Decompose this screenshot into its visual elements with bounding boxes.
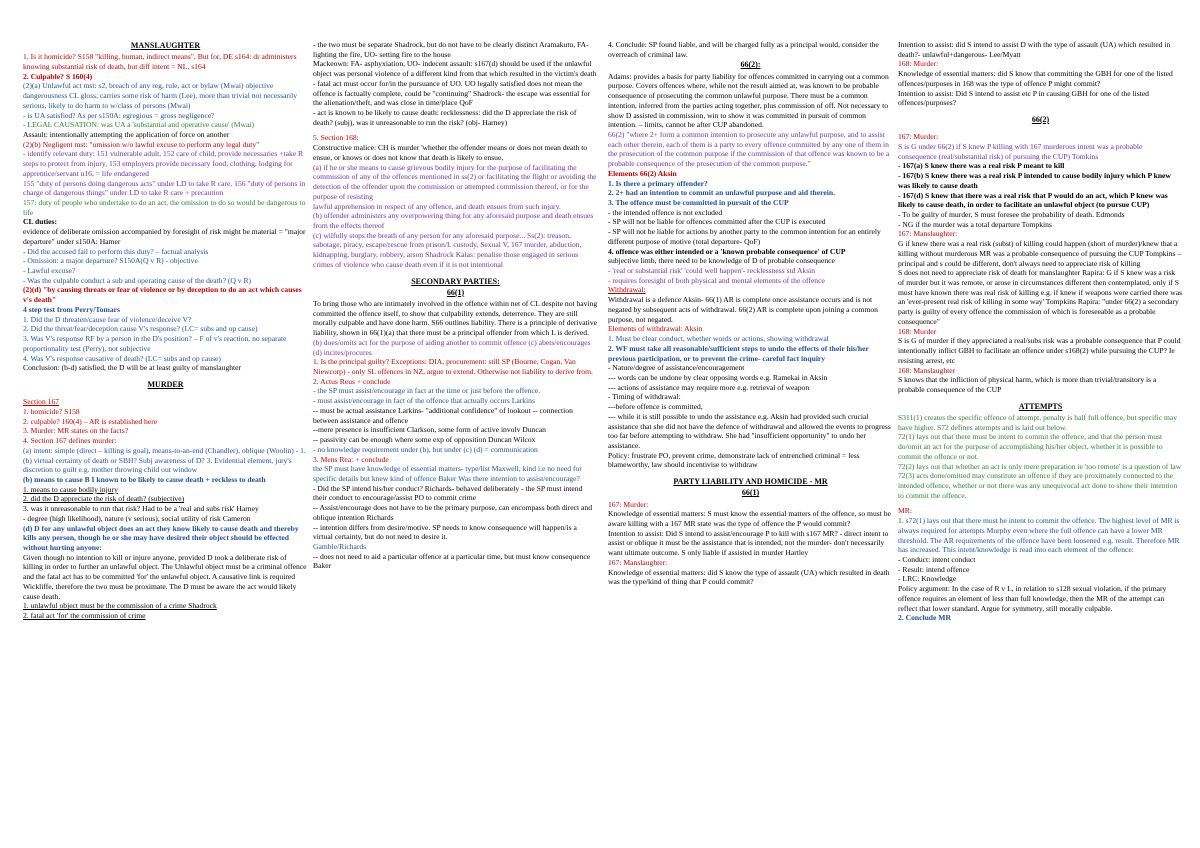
note-line: 66(2) "where 2+ form a common intention to prosecute any unlawful purpose, and to assist each other therein, each of them is a party to every offence committed by any one of them in the prosecution of the common purpose if the commission of that offence was known to be a probable consequence of the prosecution of the common purpose." bbox=[608, 129, 890, 169]
section-heading: 66(2) bbox=[1031, 115, 1050, 125]
note-line: 1. s72(1) lays out that there must be intent to commit the offence. The highest level of MR is always required for attempts Murphy even where the full offence can have a lower MR threshold. The AR requirements of the offence have been loosened e.g. result. Therefore MR has increased. This intent/knowledge is read into each element of the offence: bbox=[898, 516, 1180, 555]
note-line: -- must be actual assistance Larkins- "additional confidence" of lookout -- connection between assistance and offence bbox=[313, 405, 573, 425]
note-line: 4. Section 167 defines murder: bbox=[23, 436, 117, 446]
note-line: - degree (high likelihood), nature (v serious), social utility of risk Cameron bbox=[23, 513, 251, 523]
note-line: 72(3) acts done/omitted may constitute an offence if they are proximately connected to the intended offence, whether or not there was any unequivocal act done to show their intention to commit the offence. bbox=[898, 471, 1178, 500]
note-line: Intention to assist: did S intend to assist D with the type of assault (UA) which resulted in death?- unlawful+dangerous- Lee/Myatt bbox=[898, 40, 1171, 59]
note-line: 168: Murder: bbox=[898, 59, 939, 69]
note-line: S does not need to appreciate risk of death for manslaughter Rapira: G if S knew was a risk of murder but it was remote, or arose in circumstances different then contemplated, only if S must have known there was real risk of killing e.g. if knew if weapons were carried there was an 'ever-present real risk of killing in some way' Tompkins Rapira: "under 66(2) a secondary party is guilty of every offence the commission of which is foreseeable as a probable consequence" bbox=[898, 268, 1183, 326]
spacer bbox=[23, 373, 308, 379]
note-line: (2)(b) Negligent mst: "omission w/o lawful excuse to perform any legal duty" bbox=[23, 139, 260, 149]
note-line: Knowledge of essential matters: did S know that committing the GBH for one of the listed offences/purposes in 168 was the type of offence P might commit? bbox=[898, 69, 1173, 88]
note-line: 4 step test from Perry/Tomars bbox=[23, 304, 121, 314]
note-line: CL duties: bbox=[23, 217, 57, 227]
column-3 bbox=[608, 40, 893, 840]
note-line: - To be guilty of murder, S must foresee the probability of death. Edmonds bbox=[898, 210, 1125, 220]
note-line: 3. Was V's response RF by a person in the D's position? – F of v's reaction, no separate proportionality test (Perry), not subjective bbox=[23, 334, 287, 353]
note-line: - Result: intend offence bbox=[898, 564, 970, 574]
note-line: MR: bbox=[898, 506, 912, 516]
note-line: Section 167 bbox=[23, 397, 60, 407]
note-line: - Timing of withdrawal: bbox=[608, 392, 681, 402]
note-line: (2)(a) Unlawful act mst: s2, breach of any reg, rule, act or bylaw (Mwai) objective dangerousness CL gloss, carries some risk of harm (Lee), more than trivial not necessarily serious, likely to do harm to w/class of persons (Mwai) bbox=[23, 81, 298, 110]
note-line: 2. did the D appreciate the risk of death? (subjective) bbox=[23, 494, 185, 504]
note-line: - must assist/encourage in fact of the offence that actually occurs Larkins bbox=[313, 396, 535, 406]
note-line: 2. Actus Reus + conclude bbox=[313, 376, 391, 386]
note-line: Conclusion: (b-d) satisfied, the D will be at least guilty of manslaughter bbox=[23, 363, 242, 373]
section-heading: SECONDARY PARTIES: bbox=[411, 276, 500, 286]
note-line: 1. Is the principal guilty? Exceptions: DIA, procurement: still SP (Bourne, Cogan, Van Niewcorp) - only SL offences in NZ, argue to extend. Otherwise not liability to derive from. bbox=[313, 357, 593, 377]
note-line: - SP will not be liable for offences committed after the CUP is executed bbox=[608, 217, 826, 227]
note-line: --- while it is still possible to undo the assistance e.g. Aksin had provided such crucial assistance that she did not have the defence of withdrawal and allowed the events to progress too far before attempting to withdraw. She had "insufficient opportunity" to undo her assistance. bbox=[608, 411, 891, 450]
note-line: Withdrawal: bbox=[608, 285, 646, 295]
note-line: - Lawful excuse? bbox=[23, 266, 76, 276]
note-line: 167: Manslaughter: bbox=[608, 557, 668, 567]
note-line: Constructive malice: CH is murder 'whether the offender means or does not mean death to ensue, or knows or does not know that death is likely to ensue, bbox=[313, 143, 588, 162]
note-line: 1. homicide? S158 bbox=[23, 406, 80, 416]
note-line: (b) offender administers any overpowering thing for any aforesaid purpose and death ensues from the effects thereof bbox=[313, 211, 594, 230]
note-line: subjective limb, there need to be knowledge of D of probable consequence bbox=[608, 256, 835, 266]
note-line: - 167(b) S knew there was a real risk P intended to cause bodily injury which P knew was likely to cause death bbox=[898, 171, 1171, 190]
note-line: -- does not need to aid a particular offence at a particular time, but must know consequence Baker bbox=[313, 551, 591, 571]
note-line: - SP will not be liable for actions by another party to the common intention for an entirely different purpose of motive (total departure- QoF) bbox=[608, 227, 881, 246]
note-line: 72(2) lays out that whether an act is only mere preparation ie 'too remote' is a question of law bbox=[898, 461, 1182, 471]
note-line: 1. Is it homicide? S158 "killing, human, indirect means", But for, DE s164: dr administers knowing substantial risk of death, but diff intent = NL, s164 bbox=[23, 52, 297, 71]
note-line: Policy: frustrate PO, prevent crime, demonstrate lack of entrenched criminal = less blameworthy, law should incentivise to withdraw bbox=[608, 450, 860, 470]
note-line: - 'real or substantial risk' 'could well happen'- recklessness std Aksin bbox=[608, 266, 816, 276]
note-line: - LRC: Knowledge bbox=[898, 574, 957, 584]
note-line: --- words can be undone by clear opposing words e.g. Ramekai in Aksin bbox=[608, 372, 828, 382]
note-line: (d) D for any unlawful object does an act they know likely to cause death and thereby kills any person, though he or she may have desired their object should be effected without hurting anyone: bbox=[23, 523, 299, 552]
note-line: ---before offence is committed, bbox=[608, 402, 703, 412]
note-line: Intention to assist: Did S intend to assist/encourage P to kill with s167 MR? - direct intent to assist or oblique it must be the assistance that is intended, not the murder- don't necessarily want ultimate outcome. S only liable if assisted in murder Hartley bbox=[608, 528, 889, 558]
note-line: - Nature/degree of assistance/encouragement bbox=[608, 363, 745, 373]
section-heading: MURDER bbox=[147, 379, 184, 389]
note-line: -- Assist/encourage does not have to be the primary purpose, can encompass both direct and oblique intention Richards bbox=[313, 503, 592, 522]
note-line: - 167(a) S knew there was a real risk P meant to kill bbox=[898, 161, 1065, 171]
section-heading: MANSLAUGHTER bbox=[130, 41, 201, 50]
spacer bbox=[313, 270, 598, 276]
note-line: Adams: provides a basis for party liability for offences committed in carrying out a common purpose. Covers offences where, while not the result aimed at, was known to be probable consequence of prosecuting the common unlawful purpose. There must be a common intention, inferred from the parties acting together, plus commission of off. Not necessary to show D assisted in commission, win to show it was committed in pursuit of common intention. – limits, cannot be after CUP abandoned. bbox=[608, 71, 889, 130]
note-line: 4. Conclude: SP found liable, and will be charged fully as a principal would, consider the overreach of criminal law. bbox=[608, 40, 879, 59]
spacer bbox=[898, 395, 1183, 401]
note-line: (b) does/omits act for the purpose of aiding another to commit offence (c) abets/encourages (d) incites/procures bbox=[313, 337, 591, 357]
note-line: - no knowledge requirement under (b), but under (c) (d) = communication bbox=[313, 444, 538, 454]
note-line: 168: Murder bbox=[898, 326, 937, 336]
note-line: To bring those who are intimately involved in the offence within net of CL despite not having committed the offence itself, to show that culpability extends, deterrence. They are still morally culpable and have done harm. S66 outlines liability. There is a principle of derivative liability, shown in 66(1)(a) that there must be a principal offender from which L is derived. bbox=[313, 299, 598, 338]
note-line: 72(1) lays out that there must be intent to commit the offence, and that the person must do/omit an act for the purpose of accomplishing his/her object, whether it is possible to commit the offence or not. bbox=[898, 432, 1163, 461]
note-line: 2. 2+ had an intention to commit an unlawful purpose and aid therein. bbox=[608, 188, 835, 198]
note-line: 3. Mens Rea: + conclude bbox=[313, 454, 389, 464]
note-line: - Omission: a major departure? S150A(Q v R) - objective bbox=[23, 256, 198, 266]
note-line: - the intended offence is not excluded bbox=[608, 207, 723, 217]
note-line: Withdrawal is a defence Aksin- 66(1) AR is complete once assistance occurs and is not negated by subsequent acts of withdrawal. 66(2) AR is complete upon joining a common purpose, not negated. bbox=[608, 295, 878, 324]
section-heading: PARTY LIABILITY AND HOMICIDE - MR bbox=[673, 477, 828, 487]
note-line: 2. Culpable? S 160(4) bbox=[23, 71, 93, 81]
note-line: Policy argument: In the case of R v L, in relation to s128 sexual violation, if the primary offence requires an element of less than full knowledge, then the MR of the attempt can reflect that lower standard. Argue for symmetry, still morally culpable. bbox=[898, 584, 1167, 613]
note-line: 1. Is there a primary offender? bbox=[608, 178, 708, 188]
note-line: evidence of deliberate omission accompanied by foresight of risk might be material = "major departure" under s150A: Hamer bbox=[23, 227, 306, 246]
note-line: 2. fatal act 'for' the commission of crime bbox=[23, 611, 146, 620]
note-line: 3. The offence must be committed in pursuit of the CUP bbox=[608, 198, 789, 208]
column-4 bbox=[898, 40, 1183, 840]
note-line: Assault: intentionally attempting the application of force on another bbox=[23, 129, 230, 139]
note-line: G if knew there was a real risk (subst) of killing could happen (short of murder)/knew that a killing without murderous MR was a probable consequence of pursuing the CUP Tompkins – principal and s could be different, don't always need to appreciate risk of killing bbox=[898, 239, 1182, 268]
note-line: S is G under 66(2) if S knew P killing with 167 murderous intent was a probable consequence (real/substantial risk) of pursuing the CUP) Tomkins bbox=[898, 141, 1143, 161]
note-line: 155 "duty of persons doing dangerous acts" under LD to take R care, 156 "duty of persons in charge of dangerous things" under LD to take R care + precaution bbox=[23, 178, 306, 198]
note-line: -- passivity can be enough where some exp of opposition Duncan Wilcox bbox=[313, 435, 536, 445]
note-line: 2. Did the threat/fear/deception cause V's response? (LC= subs and op cause) bbox=[23, 324, 258, 334]
note-line: - Was the culpable conduct a sub and operating cause of the death? (Q v R) bbox=[23, 275, 252, 285]
note-line: 2. Conclude MR bbox=[898, 613, 951, 623]
note-line: lawful apprehension in respect of any offence, and death ensues from such injury. bbox=[313, 201, 561, 211]
note-line: - identify relevant duty: 151 vulnerable adult, 152 care of child, provide necessaries +take R steps to protect from injury, 153 employers provide necessary food, clothing, lodging for apprentice/servant u16, = life endangered bbox=[23, 149, 304, 178]
note-line: S knows that the infliction of physical harm, which is more than trivial/transitory is a probable consequence of the CUP bbox=[898, 375, 1157, 394]
note-line: 4. offence was either intended or a 'known probable consequence' of CUP bbox=[608, 246, 846, 256]
note-line: 2. WF must take all reasonable/sufficient steps to undo the effects of their his/her previous participation, or to prevent the crime- careful fact inquiry bbox=[608, 343, 869, 363]
note-line: the SP must have knowledge of essential matters- type/list Maxwell, kind i.e no need for specific details but knew kind of offence Baker Was there intention to assist/encourage? bbox=[313, 464, 582, 483]
note-line: 1. Did the D threaten/cause fear of violence/deceive V? bbox=[23, 314, 192, 324]
note-line: 3. Murder: MR states on the facts? bbox=[23, 426, 129, 436]
note-line: - requires foresight of both physical and mental elements of the offence bbox=[608, 275, 825, 285]
note-line: Knowledge of essential matters: did S know the type of assault (UA) which resulted in death was the type/kind of thing that P could commit? bbox=[608, 567, 890, 587]
note-line: 167: Murder: bbox=[608, 499, 649, 509]
note-line: - LEGAL CAUSATION: was UA a 'substantial and operative cause' (Mwai) bbox=[23, 120, 255, 130]
note-line: 167: Manslaughter: bbox=[898, 229, 958, 239]
note-line: 1. Must be clear conduct, whether words or actions, showing withdrawal bbox=[608, 334, 829, 344]
section-heading: 66(2): bbox=[740, 60, 761, 70]
note-line: Knowledge of essential matters: S must know the essential matters of the offence, so must be aware killing with a 167 MR state was the type of offence the P would commit? bbox=[608, 509, 891, 529]
section-heading: ATTEMPTS bbox=[1018, 401, 1063, 411]
note-line: Elements of withdrawal: Aksin bbox=[608, 324, 703, 334]
note-line: (a) intent: simple (direct – killing is goal), means-to-an-end (Chandler), oblique (Woolin) - 1. (b) virtual certainty of death or SBH? Subj awareness of D? 3. Evidential element, jury's discretion to guilt e.g. mother throwing child out window bbox=[23, 445, 306, 475]
spacer bbox=[608, 470, 893, 476]
note-line: -- intention differs from desire/motive. SP needs to know consequence will happen/is a virtual certainty, but do not need to desire it. bbox=[313, 522, 577, 542]
note-line: --- actions of assistance may require more e.g. retrieval of weapon bbox=[608, 382, 810, 392]
section-heading: 66(1) bbox=[741, 488, 760, 498]
note-line: - fatal act must occur for/in the pursuance of UO. UO legally satisfied does not mean the offence is factually complete, could be "continuing" Shadrock- the escape was essential for the alienation/theft, and was close in time/place QoF bbox=[313, 78, 591, 108]
note-line: Gamble/Richards bbox=[313, 541, 367, 551]
note-line: - 167(d) S knew that there was a real risk that P would do an act, which P knew was likely to cause death, in order to facilitate an unlawful object (to pursue CUP) bbox=[898, 190, 1168, 210]
note-line: 3. was it unreasonable to run that risk? Had to be a 'real and subs risk' Harney bbox=[23, 504, 259, 514]
note-line: 1. unlawful object must be the commission of a crime Shadrock bbox=[23, 601, 217, 611]
note-line: - Conduct: intent conduct bbox=[898, 554, 976, 564]
note-line: - the SP must assist/encourage in fact at the time or just before the offence. bbox=[313, 386, 541, 396]
note-line: --mere presence is insufficient Clarkson, some form of active involv Duncan bbox=[313, 425, 546, 435]
note-line: (b) means to cause B I known to be likely to cause death + reckless to death bbox=[23, 474, 266, 484]
note-line: (a) if he or she means to cause grievous bodily injury for the purpose of facilitating the commission of any of the offences mentioned in ss(2) or facilitating the flight or avoiding the detection of the offender upon the commission or attempted commission thereof, or for the purpose of resisting bbox=[313, 162, 597, 201]
note-line: Given though no intention to kill or injure anyone, provided D took a deliberate risk of killing in order to further an unlawful object. The Unlawful object must be a criminal offence and the fatal act has to be committed 'for' the unlawful object. A causative link is required Wickliffe, therefore the two must be proximate. The D must be aware the act would likely cause death. bbox=[23, 552, 307, 601]
note-line: - is UA satisfied? As per s150A: egregious = gross negligence? bbox=[23, 110, 215, 120]
note-line: (c) wilfully stops the breath of any person for any aforesaid purpose... Ss(2): treason, sabotage, piracy, escape/rescue from prison/L custody, Sexual V, 167 murder, abduction, kidnapping, burglary, robbery, arson Shadrock Kalas: penalise those engaged in serious crimes of violence who cause death even if it is not intentional bbox=[313, 230, 582, 269]
note-line: 167: Murder: bbox=[898, 132, 939, 142]
column-2 bbox=[313, 40, 598, 840]
note-line: 1. means to cause bodily injury bbox=[23, 484, 118, 494]
section-heading: 66(1) bbox=[446, 287, 465, 297]
note-line: - act is known to be likely to cause death: recklessness: did the D appreciate the risk of death? (subj), was it unreasonable to run the risk? (obj- Harney) bbox=[313, 108, 577, 127]
note-line: - the two must be separate Shadrock, but do not have to be clearly distinct Aramakutu, FA- lighting the fire, UO- setting fire to the house bbox=[313, 40, 589, 59]
note-line: - NG if the murder was a total departure Tompkins bbox=[898, 219, 1052, 229]
note-line: Intention to assist: Did S intend to assist etc P in causing GBH for one of the listed offences/purposes? bbox=[898, 88, 1149, 108]
note-line: S is G of murder if they appreciated a real/subs risk was a probable consequence that P could intentionally inflict GBH to facilitate an offence under s168(2) while pursuing the CUP? Ie resisting arrest, etc bbox=[898, 336, 1181, 365]
note-line: S311(1) creates the specific offence of attempt, penalty is half full offence, but specific may have higher. S72 defines attempts and is laid out below. bbox=[898, 412, 1178, 432]
note-line: - Did the SP intend his/her conduct? Richards- behaved deliberately - the SP must intend their conduct to encourage/assist PO to commit crime bbox=[313, 483, 583, 503]
note-line: - Did the accused fail to perform this duty? – factual analysis bbox=[23, 246, 209, 256]
note-line: Elements 66(2) Aksin bbox=[608, 168, 677, 178]
spacer bbox=[898, 108, 1183, 114]
note-line: 2. culpable? 160(4) – AR is established here bbox=[23, 416, 158, 426]
note-line: 5. Section 168: bbox=[313, 133, 359, 143]
note-line: (2)(d) "by causing threats or fear of violence or by deception to do an act which causes v's death" bbox=[23, 285, 302, 305]
note-line: 168: Manslaughter bbox=[898, 365, 956, 375]
note-line: 4. Was V's response causative of death? (LC= subs and op cause) bbox=[23, 353, 221, 363]
column-1 bbox=[23, 40, 308, 840]
note-line: Mackeown: FA- asphyxiation, UO- indecent assault: s167(d) should be used if the unlawful object was personal violence of a different kind from that which resulted in the victim's death bbox=[313, 59, 597, 79]
note-line: 157: duty of people who undertake to do an act, the omission to do so would be dangerous to life bbox=[23, 198, 306, 217]
